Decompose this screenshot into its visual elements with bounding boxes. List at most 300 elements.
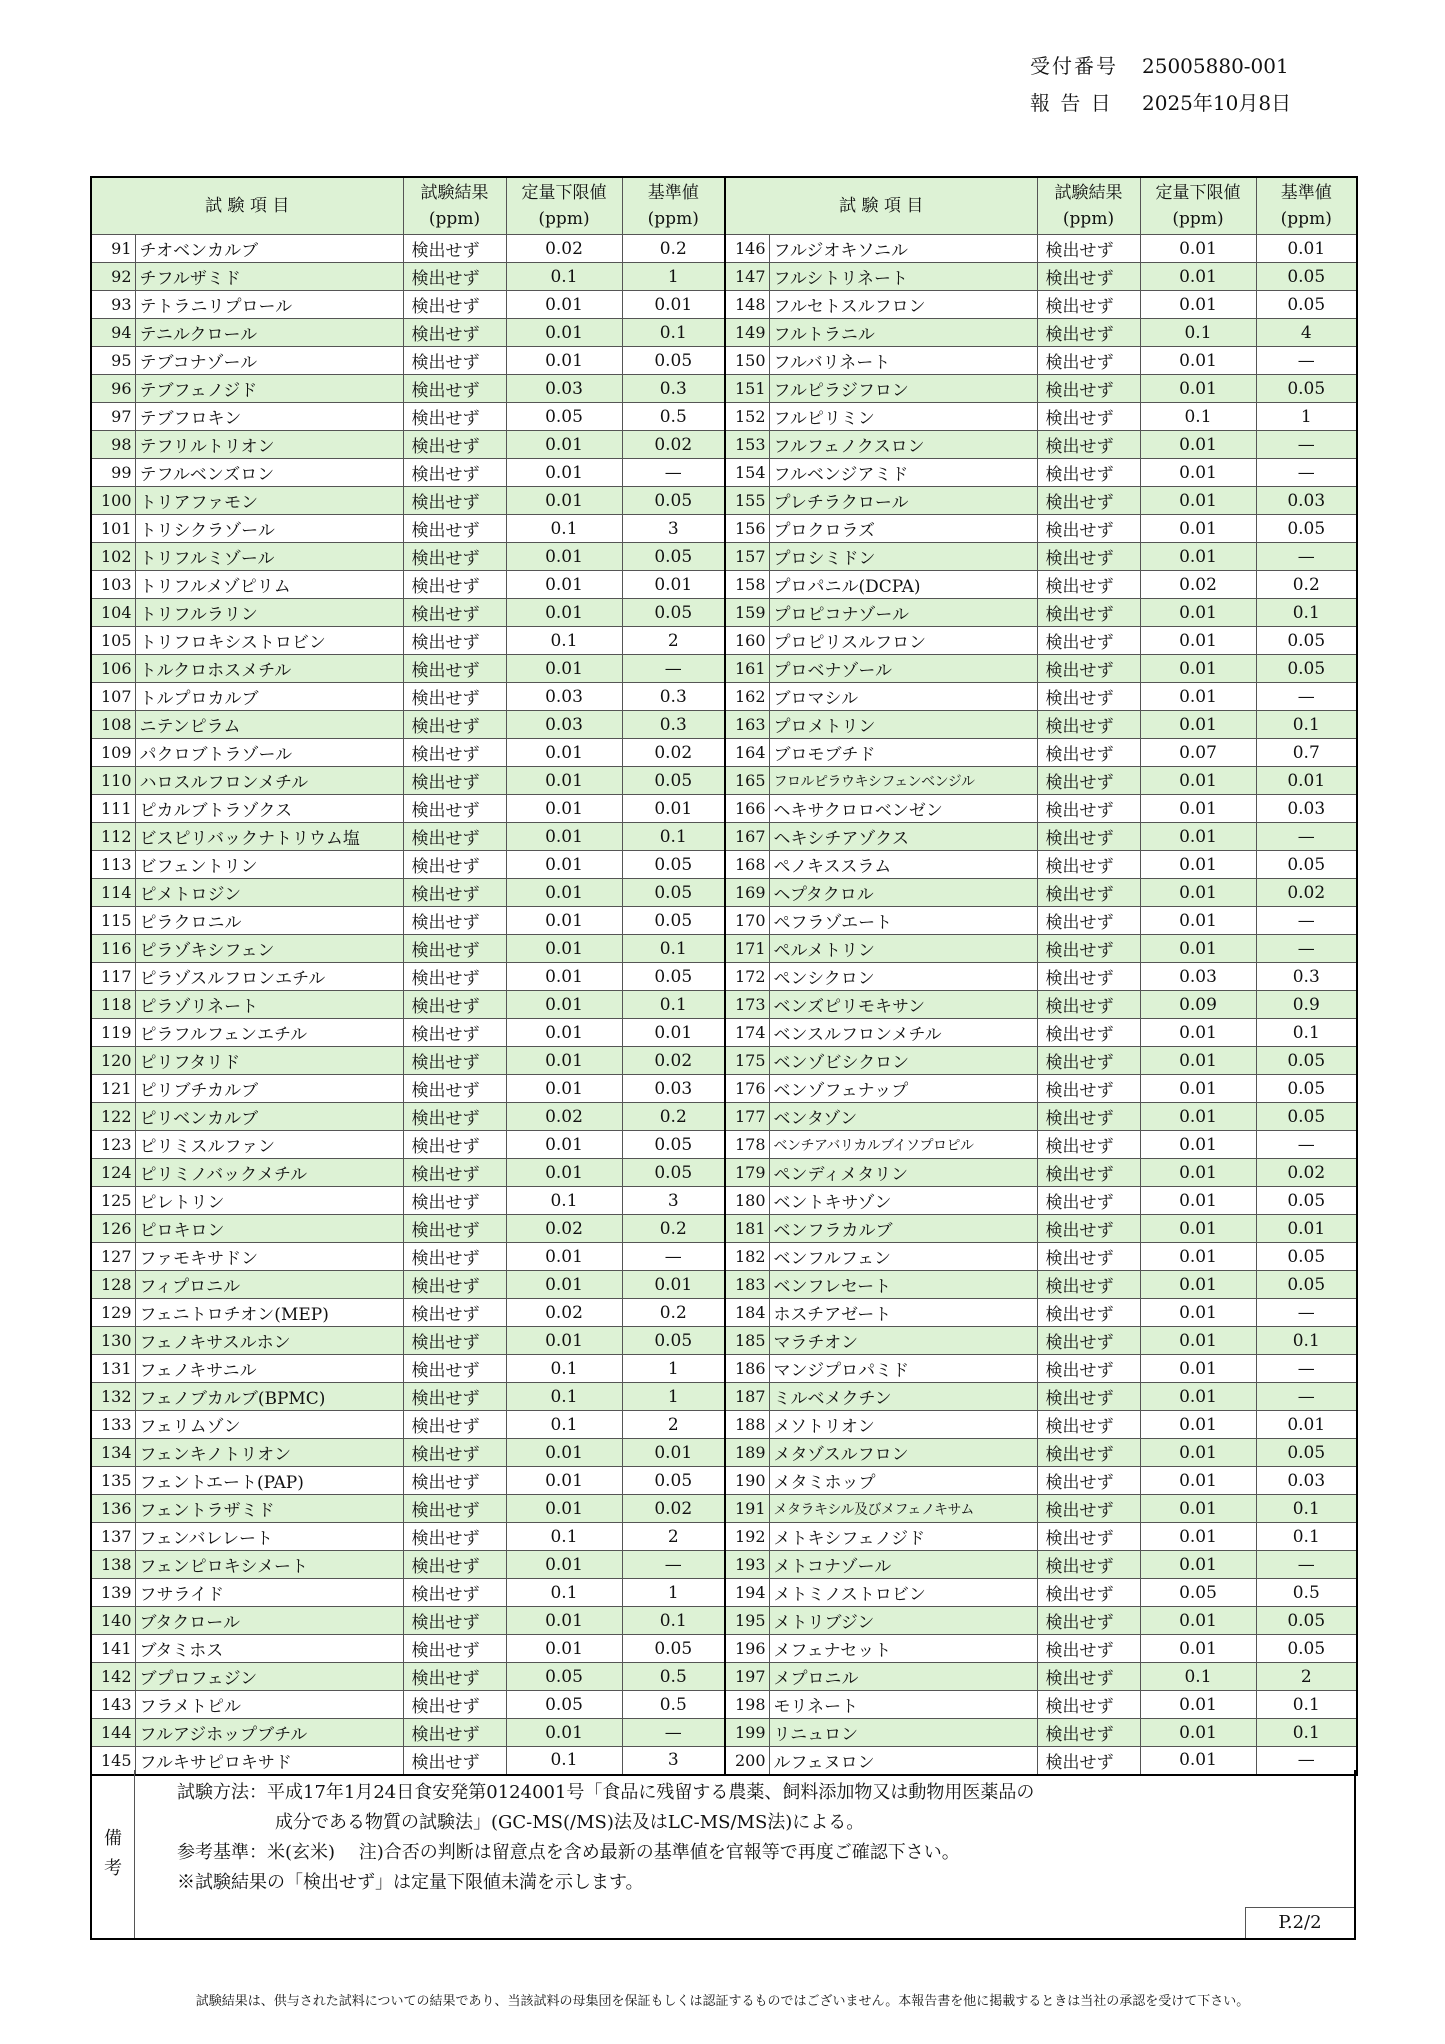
right-cell-no: 173 (725, 991, 769, 1019)
right-cell-rs: 検出せず (1037, 1047, 1140, 1075)
left-cell-rs: 検出せず (403, 711, 506, 739)
right-cell-nm: ベンズピリモキサン (769, 991, 1037, 1019)
left-cell-lq: 0.1 (506, 1747, 622, 1775)
left-cell-rs: 検出せず (403, 1187, 506, 1215)
left-cell-no: 136 (91, 1495, 135, 1523)
left-cell-lq: 0.01 (506, 991, 622, 1019)
right-cell-no: 194 (725, 1579, 769, 1607)
left-cell-no: 124 (91, 1159, 135, 1187)
left-cell-no: 141 (91, 1635, 135, 1663)
right-cell-st: — (1256, 823, 1357, 851)
left-cell-no: 99 (91, 459, 135, 487)
left-cell-st: 0.2 (622, 1299, 725, 1327)
right-cell-rs: 検出せず (1037, 963, 1140, 991)
right-cell-rs: 検出せず (1037, 375, 1140, 403)
left-cell-lq: 0.05 (506, 1691, 622, 1719)
left-cell-no: 92 (91, 263, 135, 291)
left-cell-no: 115 (91, 907, 135, 935)
left-cell-lq: 0.01 (506, 739, 622, 767)
page-number: P.2/2 (1245, 1907, 1354, 1938)
left-cell-no: 132 (91, 1383, 135, 1411)
right-cell-st: — (1256, 683, 1357, 711)
right-cell-no: 191 (725, 1495, 769, 1523)
right-cell-no: 188 (725, 1411, 769, 1439)
right-cell-nm: フロルピラウキシフェンベンジル (769, 767, 1037, 795)
right-cell-rs: 検出せず (1037, 1551, 1140, 1579)
right-cell-st: 0.02 (1256, 879, 1357, 907)
left-cell-rs: 検出せず (403, 1383, 506, 1411)
right-cell-lq: 0.01 (1140, 459, 1256, 487)
left-cell-nm: フェンバレレート (135, 1523, 403, 1551)
left-cell-no: 127 (91, 1243, 135, 1271)
right-cell-nm: メトキシフェノジド (769, 1523, 1037, 1551)
right-cell-nm: リニュロン (769, 1719, 1037, 1747)
left-cell-st: 0.01 (622, 1271, 725, 1299)
left-cell-rs: 検出せず (403, 963, 506, 991)
right-cell-rs: 検出せず (1037, 235, 1140, 263)
right-cell-nm: メプロニル (769, 1663, 1037, 1691)
right-cell-st: 0.01 (1256, 767, 1357, 795)
left-cell-st: — (622, 459, 725, 487)
left-cell-no: 113 (91, 851, 135, 879)
left-cell-st: 0.2 (622, 1215, 725, 1243)
right-cell-no: 147 (725, 263, 769, 291)
results-body (91, 235, 1357, 1775)
right-cell-rs: 検出せず (1037, 487, 1140, 515)
right-cell-st: 0.03 (1256, 487, 1357, 515)
table-row (91, 1439, 1357, 1467)
left-cell-rs: 検出せず (403, 655, 506, 683)
right-cell-no: 146 (725, 235, 769, 263)
right-cell-rs: 検出せず (1037, 263, 1140, 291)
col-header-result-unit: (ppm) (1062, 209, 1115, 229)
left-cell-nm: フラメトピル (135, 1691, 403, 1719)
right-cell-lq: 0.01 (1140, 487, 1256, 515)
table-row (91, 1215, 1357, 1243)
report-date-label: 報 告 日 (1030, 91, 1113, 115)
right-cell-rs: 検出せず (1037, 1719, 1140, 1747)
right-cell-lq: 0.01 (1140, 431, 1256, 459)
left-cell-nm: ピラフルフェンエチル (135, 1019, 403, 1047)
left-cell-no: 145 (91, 1747, 135, 1775)
right-cell-st: 0.1 (1256, 1495, 1357, 1523)
right-cell-nm: プロパニル(DCPA) (769, 571, 1037, 599)
table-row (91, 543, 1357, 571)
table-row (91, 1607, 1357, 1635)
right-cell-rs: 検出せず (1037, 1579, 1140, 1607)
left-cell-rs: 検出せず (403, 1327, 506, 1355)
right-cell-nm: フルピリミン (769, 403, 1037, 431)
table-row (91, 1047, 1357, 1075)
left-cell-st: 0.05 (622, 767, 725, 795)
right-cell-st: 0.5 (1256, 1579, 1357, 1607)
table-row (91, 1243, 1357, 1271)
remarks-side-1: 備 (104, 1828, 122, 1849)
left-cell-no: 144 (91, 1719, 135, 1747)
right-cell-st: 0.05 (1256, 1635, 1357, 1663)
left-cell-st: 0.05 (622, 1635, 725, 1663)
table-row (91, 1495, 1357, 1523)
right-cell-nm: ヘキサクロロベンゼン (769, 795, 1037, 823)
right-cell-no: 200 (725, 1747, 769, 1775)
left-cell-rs: 検出せず (403, 1355, 506, 1383)
left-cell-rs: 検出せず (403, 739, 506, 767)
right-cell-nm: フルトラニル (769, 319, 1037, 347)
left-cell-no: 105 (91, 627, 135, 655)
left-cell-st: 0.1 (622, 935, 725, 963)
right-cell-no: 159 (725, 599, 769, 627)
left-cell-st: 0.05 (622, 599, 725, 627)
remarks-method: 試験方法：平成17年1月24日食安発第0124001号「食品に残留する農薬、飼料添加物又は動物用医薬品の (177, 1782, 1035, 1803)
left-cell-no: 139 (91, 1579, 135, 1607)
left-cell-st: 0.5 (622, 403, 725, 431)
table-row (91, 1103, 1357, 1131)
right-cell-nm: フルバリネート (769, 347, 1037, 375)
right-cell-rs: 検出せず (1037, 767, 1140, 795)
right-cell-lq: 0.1 (1140, 1663, 1256, 1691)
left-cell-rs: 検出せず (403, 1215, 506, 1243)
left-cell-st: 0.2 (622, 1103, 725, 1131)
table-row (91, 487, 1357, 515)
left-cell-nm: ピロキロン (135, 1215, 403, 1243)
remarks-note: ※試験結果の「検出せず」は定量下限値未満を示します。 (177, 1872, 644, 1893)
left-cell-no: 140 (91, 1607, 135, 1635)
right-cell-nm: モリネート (769, 1691, 1037, 1719)
left-cell-st: 1 (622, 1355, 725, 1383)
left-cell-lq: 0.01 (506, 823, 622, 851)
right-cell-st: 1 (1256, 403, 1357, 431)
left-cell-nm: ファモキサドン (135, 1243, 403, 1271)
right-cell-rs: 検出せず (1037, 319, 1140, 347)
right-cell-rs: 検出せず (1037, 1691, 1140, 1719)
table-row (91, 599, 1357, 627)
col-header-result-unit: (ppm) (428, 209, 481, 229)
right-cell-st: 0.05 (1256, 1047, 1357, 1075)
left-cell-nm: フルアジホップブチル (135, 1719, 403, 1747)
right-cell-no: 177 (725, 1103, 769, 1131)
right-cell-no: 166 (725, 795, 769, 823)
col-header-result-right (1037, 177, 1140, 235)
right-cell-rs: 検出せず (1037, 1383, 1140, 1411)
table-row (91, 1467, 1357, 1495)
right-cell-nm: ベンフラカルブ (769, 1215, 1037, 1243)
left-cell-nm: ピリベンカルブ (135, 1103, 403, 1131)
right-cell-st: 0.05 (1256, 1439, 1357, 1467)
receipt-number: 25005880-001 (1142, 54, 1289, 78)
left-cell-rs: 検出せず (403, 1439, 506, 1467)
left-cell-rs: 検出せず (403, 1047, 506, 1075)
left-cell-st: 0.05 (622, 851, 725, 879)
right-cell-nm: ペルメトリン (769, 935, 1037, 963)
right-cell-lq: 0.01 (1140, 515, 1256, 543)
left-cell-nm: ピリブチカルブ (135, 1075, 403, 1103)
left-cell-st: 0.3 (622, 375, 725, 403)
right-cell-no: 152 (725, 403, 769, 431)
right-cell-lq: 0.01 (1140, 1019, 1256, 1047)
right-cell-st: — (1256, 1355, 1357, 1383)
right-cell-lq: 0.01 (1140, 1383, 1256, 1411)
col-header-result-text: 試験結果 (1054, 183, 1123, 203)
right-cell-nm: フルジオキソニル (769, 235, 1037, 263)
right-cell-rs: 検出せず (1037, 599, 1140, 627)
left-cell-lq: 0.01 (506, 963, 622, 991)
right-cell-st: 0.03 (1256, 1467, 1357, 1495)
col-header-loq-text: 定量下限値 (521, 183, 607, 203)
right-cell-no: 186 (725, 1355, 769, 1383)
table-row (91, 683, 1357, 711)
right-cell-st: 0.2 (1256, 571, 1357, 599)
right-cell-no: 184 (725, 1299, 769, 1327)
table-row (91, 767, 1357, 795)
right-cell-lq: 0.01 (1140, 935, 1256, 963)
left-cell-nm: テブフェノジド (135, 375, 403, 403)
left-cell-no: 129 (91, 1299, 135, 1327)
col-header-result (403, 177, 506, 235)
right-cell-no: 154 (725, 459, 769, 487)
table-row (91, 459, 1357, 487)
right-cell-no: 181 (725, 1215, 769, 1243)
right-cell-no: 176 (725, 1075, 769, 1103)
left-cell-nm: ニテンピラム (135, 711, 403, 739)
left-cell-no: 121 (91, 1075, 135, 1103)
left-cell-lq: 0.02 (506, 1299, 622, 1327)
left-cell-st: 3 (622, 1187, 725, 1215)
right-cell-no: 189 (725, 1439, 769, 1467)
left-cell-no: 116 (91, 935, 135, 963)
left-cell-st: 0.05 (622, 1131, 725, 1159)
left-cell-lq: 0.1 (506, 263, 622, 291)
right-cell-rs: 検出せず (1037, 1635, 1140, 1663)
table-row (91, 291, 1357, 319)
right-cell-rs: 検出せず (1037, 1747, 1140, 1775)
table-row (91, 851, 1357, 879)
right-cell-rs: 検出せず (1037, 711, 1140, 739)
left-cell-rs: 検出せず (403, 1607, 506, 1635)
right-cell-lq: 0.01 (1140, 599, 1256, 627)
report-header (1030, 48, 1291, 122)
left-cell-no: 125 (91, 1187, 135, 1215)
left-cell-lq: 0.01 (506, 431, 622, 459)
right-cell-nm: プロピコナゾール (769, 599, 1037, 627)
right-cell-st: 0.05 (1256, 1607, 1357, 1635)
right-cell-st: 0.1 (1256, 599, 1357, 627)
table-row (91, 991, 1357, 1019)
right-cell-no: 175 (725, 1047, 769, 1075)
left-cell-no: 97 (91, 403, 135, 431)
table-row (91, 263, 1357, 291)
right-cell-st: 0.05 (1256, 627, 1357, 655)
right-cell-nm: フルシトリネート (769, 263, 1037, 291)
left-cell-no: 130 (91, 1327, 135, 1355)
table-row (91, 1383, 1357, 1411)
left-cell-lq: 0.01 (506, 1635, 622, 1663)
right-cell-nm: フルベンジアミド (769, 459, 1037, 487)
right-cell-rs: 検出せず (1037, 1271, 1140, 1299)
table-row (91, 235, 1357, 263)
right-cell-rs: 検出せず (1037, 907, 1140, 935)
table-row (91, 1635, 1357, 1663)
left-cell-no: 133 (91, 1411, 135, 1439)
right-cell-nm: ベンタゾン (769, 1103, 1037, 1131)
left-cell-lq: 0.02 (506, 1103, 622, 1131)
right-cell-st: 0.05 (1256, 1271, 1357, 1299)
left-cell-lq: 0.02 (506, 235, 622, 263)
left-cell-rs: 検出せず (403, 879, 506, 907)
right-cell-rs: 検出せず (1037, 431, 1140, 459)
right-cell-rs: 検出せず (1037, 739, 1140, 767)
left-cell-nm: フェンピロキシメート (135, 1551, 403, 1579)
left-cell-lq: 0.1 (506, 1579, 622, 1607)
right-cell-rs: 検出せず (1037, 1355, 1140, 1383)
left-cell-no: 101 (91, 515, 135, 543)
left-cell-nm: フィプロニル (135, 1271, 403, 1299)
left-cell-st: 2 (622, 627, 725, 655)
left-cell-rs: 検出せず (403, 1159, 506, 1187)
left-cell-lq: 0.01 (506, 1327, 622, 1355)
left-cell-rs: 検出せず (403, 1467, 506, 1495)
left-cell-no: 94 (91, 319, 135, 347)
left-cell-rs: 検出せず (403, 795, 506, 823)
right-cell-rs: 検出せず (1037, 991, 1140, 1019)
left-cell-lq: 0.01 (506, 459, 622, 487)
left-cell-nm: ピカルブトラゾクス (135, 795, 403, 823)
right-cell-nm: プロベナゾール (769, 655, 1037, 683)
table-row (91, 711, 1357, 739)
left-cell-rs: 検出せず (403, 571, 506, 599)
right-cell-rs: 検出せず (1037, 347, 1140, 375)
left-cell-no: 138 (91, 1551, 135, 1579)
table-row (91, 1019, 1357, 1047)
left-cell-no: 112 (91, 823, 135, 851)
right-cell-no: 151 (725, 375, 769, 403)
right-cell-nm: プロピリスルフロン (769, 627, 1037, 655)
right-cell-rs: 検出せず (1037, 1243, 1140, 1271)
right-cell-rs: 検出せず (1037, 1439, 1140, 1467)
right-cell-rs: 検出せず (1037, 1019, 1140, 1047)
right-cell-lq: 0.01 (1140, 1607, 1256, 1635)
right-cell-st: 4 (1256, 319, 1357, 347)
left-cell-lq: 0.1 (506, 515, 622, 543)
right-cell-no: 196 (725, 1635, 769, 1663)
left-cell-nm: テフリルトリオン (135, 431, 403, 459)
right-cell-rs: 検出せず (1037, 1607, 1140, 1635)
right-cell-no: 172 (725, 963, 769, 991)
left-cell-no: 108 (91, 711, 135, 739)
left-cell-no: 104 (91, 599, 135, 627)
remarks-side-label (92, 1770, 135, 1938)
right-cell-lq: 0.01 (1140, 375, 1256, 403)
right-cell-lq: 0.01 (1140, 291, 1256, 319)
left-cell-nm: テトラニリプロール (135, 291, 403, 319)
table-row (91, 907, 1357, 935)
col-header-loq-unit: (ppm) (1172, 209, 1224, 229)
receipt-label: 受付番号 (1030, 54, 1118, 78)
right-cell-lq: 0.01 (1140, 263, 1256, 291)
left-cell-lq: 0.1 (506, 627, 622, 655)
table-row (91, 1691, 1357, 1719)
left-cell-rs: 検出せず (403, 1411, 506, 1439)
right-cell-rs: 検出せず (1037, 1411, 1140, 1439)
left-cell-rs: 検出せず (403, 543, 506, 571)
left-cell-nm: トリシクラゾール (135, 515, 403, 543)
table-row (91, 935, 1357, 963)
right-cell-st: 0.9 (1256, 991, 1357, 1019)
left-cell-no: 111 (91, 795, 135, 823)
right-cell-nm: ミルベメクチン (769, 1383, 1037, 1411)
left-cell-st: 0.3 (622, 711, 725, 739)
left-cell-lq: 0.01 (506, 1075, 622, 1103)
left-cell-rs: 検出せず (403, 1075, 506, 1103)
left-cell-st: 0.3 (622, 683, 725, 711)
right-cell-nm: ベンチアバリカルブイソプロピル (769, 1131, 1037, 1159)
right-cell-nm: マラチオン (769, 1327, 1037, 1355)
left-cell-lq: 0.1 (506, 1523, 622, 1551)
left-cell-lq: 0.1 (506, 1187, 622, 1215)
left-cell-rs: 検出せず (403, 319, 506, 347)
left-cell-no: 117 (91, 963, 135, 991)
left-cell-st: 3 (622, 515, 725, 543)
right-cell-nm: プロシミドン (769, 543, 1037, 571)
left-cell-st: 0.1 (622, 319, 725, 347)
right-cell-rs: 検出せず (1037, 1523, 1140, 1551)
col-header-item-right: 試 験 項 目 (725, 177, 1037, 235)
table-row (91, 655, 1357, 683)
left-cell-rs: 検出せず (403, 347, 506, 375)
left-cell-st: 2 (622, 1411, 725, 1439)
left-cell-lq: 0.03 (506, 683, 622, 711)
right-cell-st: 0.05 (1256, 851, 1357, 879)
right-cell-st: — (1256, 347, 1357, 375)
right-cell-st: 0.05 (1256, 655, 1357, 683)
col-header-item: 試 験 項 目 (91, 177, 403, 235)
right-cell-nm: メタラキシル及びメフェノキサム (769, 1495, 1037, 1523)
left-cell-lq: 0.01 (506, 907, 622, 935)
left-cell-lq: 0.01 (506, 1019, 622, 1047)
left-cell-no: 114 (91, 879, 135, 907)
right-cell-nm: ルフェヌロン (769, 1747, 1037, 1775)
table-row (91, 1355, 1357, 1383)
right-cell-lq: 0.01 (1140, 1523, 1256, 1551)
left-cell-nm: フルキサピロキサド (135, 1747, 403, 1775)
right-cell-lq: 0.01 (1140, 711, 1256, 739)
left-cell-lq: 0.01 (506, 1551, 622, 1579)
right-cell-st: — (1256, 1383, 1357, 1411)
right-cell-rs: 検出せず (1037, 1495, 1140, 1523)
col-header-std-right (1256, 177, 1357, 235)
right-cell-lq: 0.01 (1140, 1299, 1256, 1327)
left-cell-rs: 検出せず (403, 1551, 506, 1579)
remarks-box (90, 1770, 1356, 1940)
right-cell-st: 0.1 (1256, 1019, 1357, 1047)
left-cell-nm: ピラクロニル (135, 907, 403, 935)
left-cell-st: 0.05 (622, 879, 725, 907)
right-cell-no: 165 (725, 767, 769, 795)
table-row (91, 1159, 1357, 1187)
right-cell-st: 0.05 (1256, 1243, 1357, 1271)
left-cell-st: — (622, 655, 725, 683)
right-cell-nm: メタミホップ (769, 1467, 1037, 1495)
right-cell-rs: 検出せず (1037, 543, 1140, 571)
left-cell-no: 137 (91, 1523, 135, 1551)
left-cell-nm: テブコナゾール (135, 347, 403, 375)
right-cell-lq: 0.01 (1140, 1747, 1256, 1775)
col-header-std-text: 基準値 (1280, 183, 1332, 203)
right-cell-no: 161 (725, 655, 769, 683)
table-row (91, 375, 1357, 403)
left-cell-lq: 0.1 (506, 1411, 622, 1439)
left-cell-lq: 0.01 (506, 1131, 622, 1159)
left-cell-rs: 検出せず (403, 991, 506, 1019)
